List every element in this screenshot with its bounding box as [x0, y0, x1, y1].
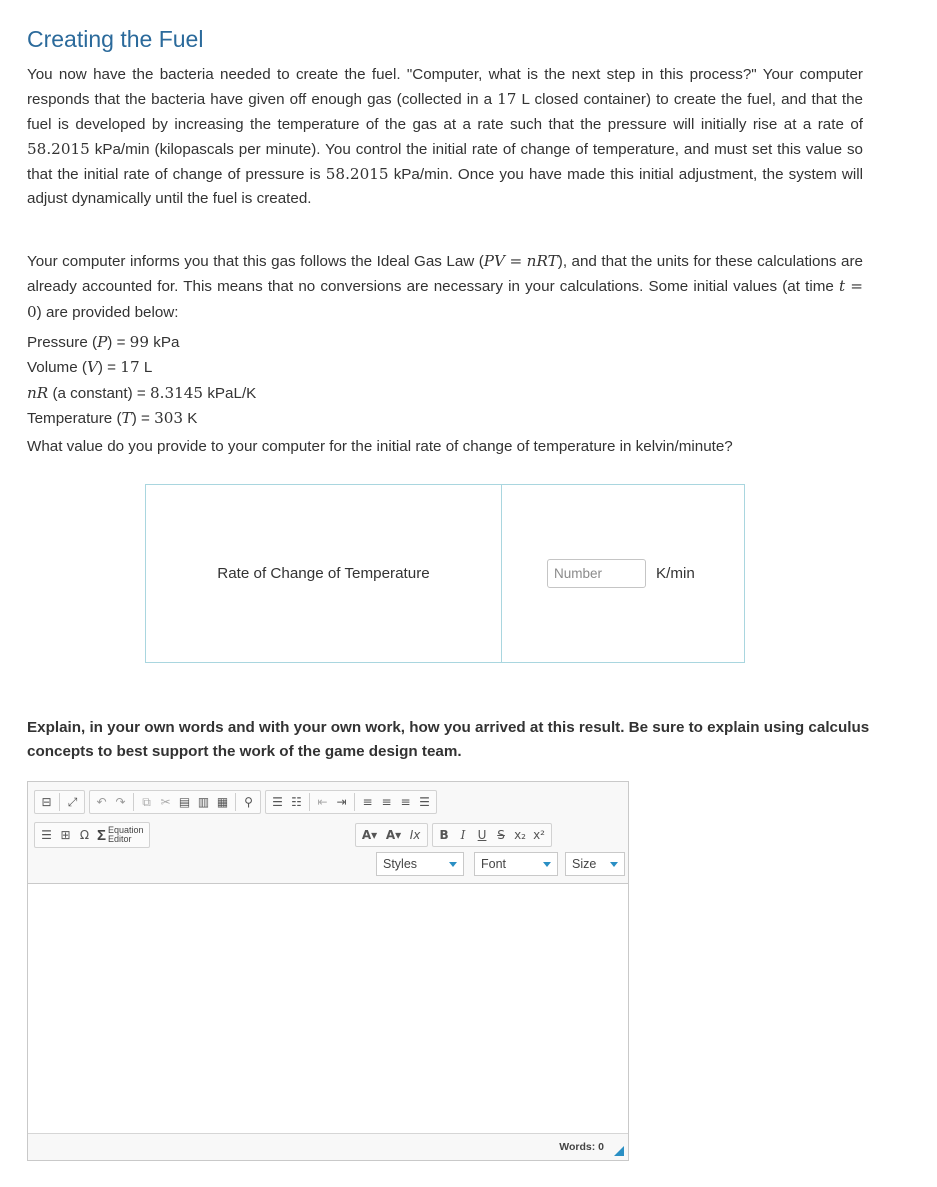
toolbar-row-2	[34, 822, 556, 848]
editor-toolbar	[28, 782, 628, 884]
justify-icon[interactable]: ☰	[419, 795, 430, 809]
volume-label: Volume (	[27, 359, 87, 377]
editor-content-area[interactable]	[28, 883, 628, 1134]
view-group	[34, 790, 85, 814]
law-text-1: Your computer informs you that this gas follows the Ideal Gas Law (	[27, 253, 484, 270]
font-label: Font	[481, 857, 507, 871]
paste-text-icon[interactable]: ▥	[197, 795, 210, 809]
equation-editor-button[interactable]	[94, 824, 147, 846]
equation-editor-line-2: Editor	[108, 834, 132, 844]
answer-input-cell	[502, 485, 744, 662]
list-group	[265, 790, 437, 814]
nr-label: (a constant) =	[48, 384, 150, 402]
bulleted-list-icon[interactable]: ☷	[291, 795, 302, 809]
toolbar-divider	[59, 793, 60, 811]
bold-icon[interactable]: B	[439, 828, 449, 842]
copy-icon[interactable]: ⧉	[142, 794, 151, 809]
font-caret-icon	[543, 862, 551, 867]
volume-unit: L	[139, 359, 153, 377]
pressure-symbol: P	[97, 333, 108, 351]
equation-editor-line-1: Equation	[108, 825, 144, 835]
paste-word-icon[interactable]: ▦	[216, 795, 229, 809]
temperature-value: 303	[154, 408, 184, 427]
outdent-icon[interactable]: ⇤	[317, 795, 328, 809]
find-icon[interactable]: ⚲	[244, 795, 253, 809]
strikethrough-icon[interactable]: S	[497, 828, 505, 842]
initial-values	[27, 330, 256, 431]
temperature-equals: ) =	[131, 409, 155, 427]
align-right-icon[interactable]: ≡	[400, 795, 411, 809]
intro-volume: 17	[497, 90, 517, 109]
maximize-icon[interactable]: ⤢	[67, 794, 78, 809]
styles-caret-icon	[449, 862, 457, 867]
paste-icon[interactable]: ▤	[178, 795, 191, 809]
nr-value: 8.3145	[149, 383, 204, 402]
toolbar-divider	[354, 793, 355, 811]
answer-label-cell	[146, 485, 502, 662]
undo-icon[interactable]: ↶	[96, 795, 107, 809]
intro-rate-2: 58.2015	[325, 165, 389, 184]
pressure-line	[27, 330, 256, 355]
styles-dropdown[interactable]	[376, 852, 464, 876]
intro-text-3: kPa/min (kilopascals per minute). You control the initial rate of change of temperature, and must set this value so that the initial rate of change of pressure is	[27, 140, 863, 184]
volume-value: 17	[120, 358, 140, 377]
redo-icon[interactable]: ↷	[115, 795, 126, 809]
rate-number-input[interactable]	[547, 559, 646, 588]
intro-text-2: L closed container) to create the fuel, and that the fuel is developed by increasing the temperature of the gas at a rate such that the pressure will initially rise at a rate of	[27, 91, 864, 133]
clipboard-group	[89, 790, 261, 814]
text-color-icon[interactable]: A▾	[361, 828, 378, 842]
intro-text-4: kPa/min. Once you have made this initial adjustment, the system will adjust dynamically until the fuel is created.	[27, 166, 864, 208]
law-equals: =	[509, 252, 523, 270]
resize-handle-icon[interactable]	[614, 1146, 624, 1156]
temperature-line	[27, 406, 256, 431]
numbered-list-icon[interactable]: ☰	[272, 795, 283, 809]
pressure-label: Pressure (	[27, 334, 98, 351]
nr-symbol: nR	[27, 383, 49, 402]
indent-icon[interactable]: ⇥	[336, 795, 347, 809]
editor-status-bar	[28, 1133, 628, 1160]
pressure-unit: kPa	[153, 334, 180, 351]
source-icon[interactable]: ⊟	[41, 795, 52, 809]
law-rhs: nRT	[526, 252, 558, 270]
law-text-2: ), and that the units for these calculations are already accounted for. This means that no conversions are necessary in your calculations. Some initial values (at time	[27, 253, 863, 296]
rich-text-editor	[27, 781, 629, 1161]
table-icon[interactable]: ⊞	[60, 828, 71, 842]
toolbar-row-1	[34, 790, 441, 814]
styles-label: Styles	[383, 857, 418, 871]
size-caret-icon	[610, 862, 618, 867]
ideal-gas-paragraph	[27, 249, 863, 325]
toolbar-divider	[235, 793, 236, 811]
pressure-equals: ) =	[107, 334, 130, 351]
underline-icon[interactable]: U	[477, 828, 487, 842]
special-character-icon[interactable]: Ω	[79, 828, 90, 842]
sigma-icon: Σ	[97, 826, 107, 844]
explain-prompt: Explain, in your own words and with your own work, how you arrived at this result. Be sure to explain using calculus concepts to best support the work of the game design team.	[27, 719, 870, 760]
toolbar-divider	[309, 793, 310, 811]
nr-line	[27, 381, 256, 406]
intro-rate-1: 58.2015	[27, 139, 90, 158]
question-text: What value do you provide to your computer for the initial rate of change of temperature in kelvin/minute?	[27, 438, 733, 455]
temperature-label: Temperature (	[27, 409, 122, 427]
answer-label: Rate of Change of Temperature	[217, 565, 430, 582]
temperature-symbol: T	[121, 408, 132, 427]
toolbar-divider	[133, 793, 134, 811]
remove-format-icon[interactable]: Ix	[409, 828, 421, 842]
italic-icon[interactable]: I	[460, 828, 466, 842]
temperature-unit: K	[183, 409, 198, 427]
color-group	[355, 823, 428, 847]
page-title: Creating the Fuel	[27, 26, 204, 52]
subscript-icon[interactable]: x₂	[514, 828, 526, 842]
law-lhs: PV	[483, 252, 505, 270]
horizontal-line-icon[interactable]: ☰	[41, 828, 52, 842]
answer-unit: K/min	[656, 565, 695, 582]
answer-table	[145, 484, 745, 663]
pressure-value: 99	[129, 333, 149, 351]
law-text-3: ) are provided below:	[36, 303, 179, 321]
background-color-icon[interactable]: A▾	[385, 828, 402, 842]
law-time-value: = 0	[27, 277, 863, 321]
volume-line	[27, 355, 256, 380]
insert-group	[34, 822, 150, 848]
volume-equals: ) =	[97, 359, 121, 377]
word-count: Words: 0	[559, 1141, 604, 1153]
font-dropdown[interactable]	[474, 852, 558, 876]
equation-editor-label	[108, 826, 144, 844]
intro-paragraph	[27, 63, 863, 212]
volume-symbol: V	[86, 358, 98, 377]
align-left-icon[interactable]: ≡	[362, 795, 373, 809]
size-label: Size	[572, 857, 597, 871]
basic-styles-group	[432, 823, 552, 847]
cut-icon[interactable]: ✂	[160, 795, 171, 809]
law-time: t	[838, 277, 846, 296]
size-dropdown[interactable]	[565, 852, 625, 876]
intro-text-1: You now have the bacteria needed to create the fuel. "Computer, what is the next step in this process?" Your computer responds that the bacteria have given off enough gas (collected in a	[27, 66, 863, 109]
align-center-icon[interactable]: ≡	[381, 795, 392, 809]
nr-unit: kPaL/K	[203, 384, 257, 402]
toolbar-row-3	[376, 852, 625, 876]
superscript-icon[interactable]: x²	[533, 828, 545, 842]
